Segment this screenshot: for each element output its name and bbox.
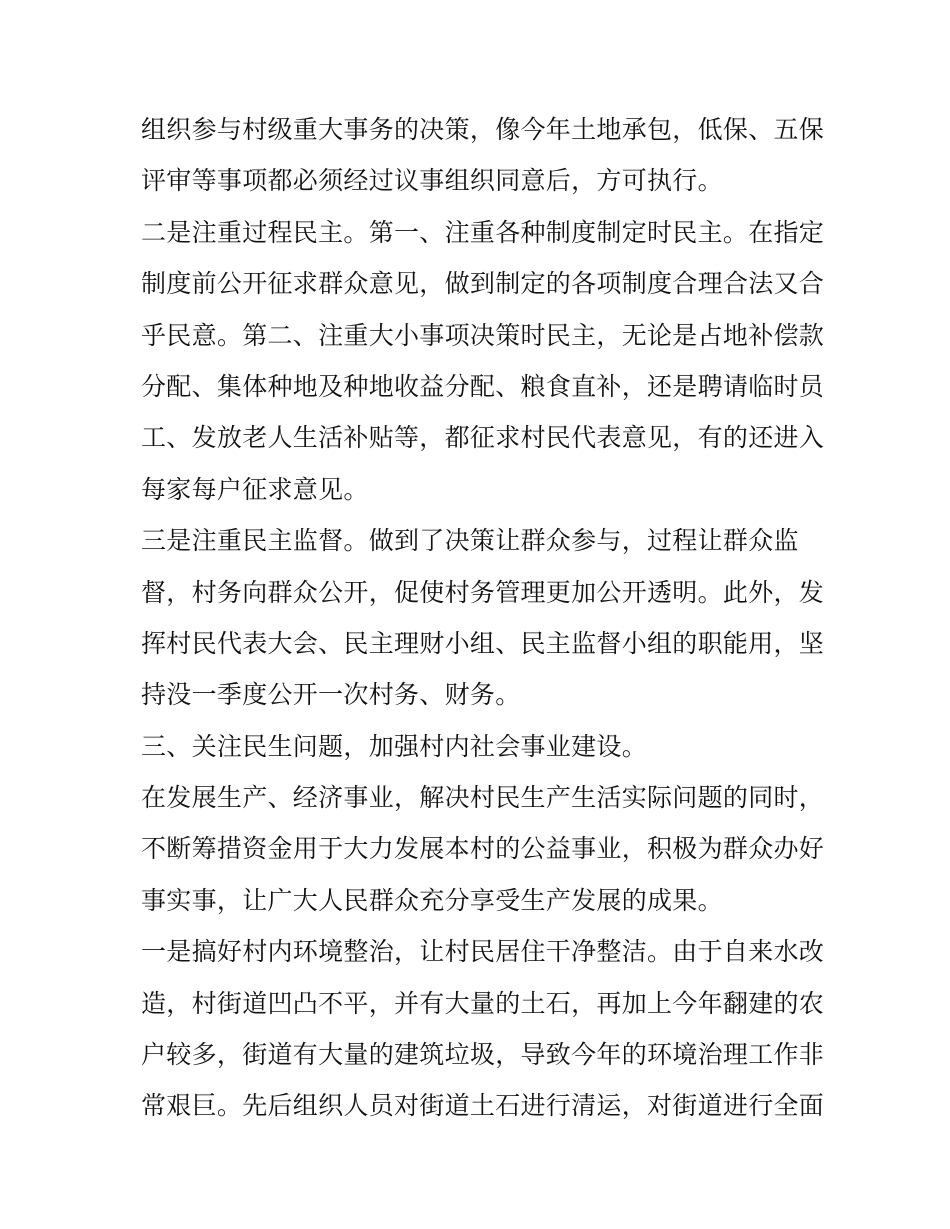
text-line: 持没一季度公开一次村务、财务。 <box>141 680 521 710</box>
text-line: 三是注重民主监督。做到了决策让群众参与，过程让群众监 <box>141 526 799 556</box>
text-line: 评审等事项都必须经过议事组织同意后，方可执行。 <box>141 166 723 196</box>
text-line: 户较多，街道有大量的建筑垃圾，导致今年的环境治理工作非 <box>141 1040 825 1070</box>
text-line: 事实事，让广大人民群众充分享受生产发展的成果。 <box>141 885 723 915</box>
text-line: 造，村街道凹凸不平，并有大量的土石，再加上今年翻建的农 <box>141 988 825 1018</box>
text-line: 乎民意。第二、注重大小事项决策时民主，无论是占地补偿款 <box>141 320 825 350</box>
text-line: 制度前公开征求群众意见，做到制定的各项制度合理合法又合 <box>141 269 825 299</box>
text-line: 一是搞好村内环境整治，让村民居住干净整洁。由于自来水改 <box>141 937 825 967</box>
text-line: 不断筹措资金用于大力发展本村的公益事业，积极为群众办好 <box>141 834 825 864</box>
text-line: 挥村民代表大会、民主理财小组、民主监督小组的职能用，坚 <box>141 628 825 658</box>
text-line: 每家每户征求意见。 <box>141 474 369 504</box>
text-line: 常艰巨。先后组织人员对街道土石进行清运，对街道进行全面 <box>141 1091 825 1121</box>
text-line: 工、发放老人生活补贴等，都征求村民代表意见，有的还进入 <box>141 423 825 453</box>
text-line: 督，村务向群众公开，促使村务管理更加公开透明。此外，发 <box>141 577 825 607</box>
body-text <box>141 104 825 1132</box>
text-line: 分配、集体种地及种地收益分配、粮食直补，还是聘请临时员 <box>141 371 825 401</box>
text-line: 组织参与村级重大事务的决策，像今年土地承包，低保、五保 <box>141 115 825 144</box>
text-line: 在发展生产、经济事业，解决村民生产生活实际问题的同时， <box>141 783 825 813</box>
text-line: 三、关注民生问题，加强村内社会事业建设。 <box>141 731 648 761</box>
text-line: 二是注重过程民主。第一、注重各种制度制定时民主。在指定 <box>141 217 825 247</box>
